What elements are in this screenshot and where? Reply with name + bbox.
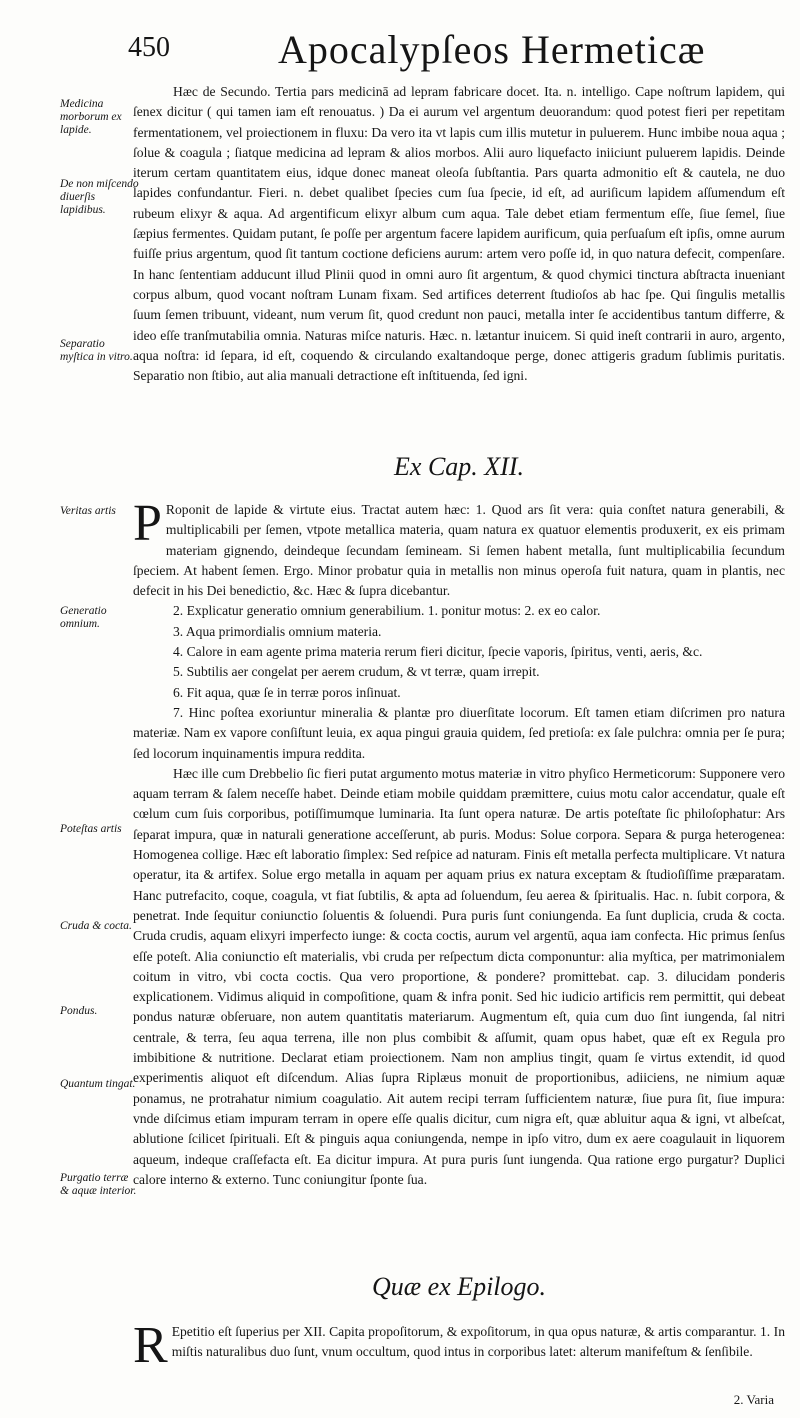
margin-note: Poteſtas artis — [60, 823, 122, 835]
margin-note: Separatio myſtica in vitro. — [60, 338, 133, 363]
paragraph: 5. Subtilis aer congelat per aerem crudum, & vt terræ, quam irrepit. — [173, 664, 540, 680]
section-2-text — [133, 495, 785, 1190]
running-title: Apocalypſeos Hermeticæ — [278, 27, 706, 72]
dropcap: R — [133, 1317, 168, 1374]
margin-note: Generatio omnium. — [60, 605, 107, 630]
page-header — [128, 18, 780, 78]
section-heading: Quæ ex Epilogo. — [371, 1272, 547, 1301]
margin-note: Medicina morborum ex lapide. — [60, 98, 122, 136]
paragraph: Hæc ille cum Drebbelio ſic fieri putat argumento motus materiæ in vitro phyſico Hermeticorum: Supponere vero aquam terram & ſalem neceſſe habet. Deinde etiam mobile quiddam præmittere, cuius motu calor accendatur, quale eſt cœlum cum ſuis corporibus, potiſſimumque luminaria. Ita ſunt opera naturæ. De artis poteſtate ſic philoſophatur: Ars ſeparat impura, quæ in naturali generatione acceſſerunt, ab puris. Modus: Solue corpora. Separa & purga heterogenea: Homogenea collige. Hæc eſt laboratio ſimplex: Sed reſpice ad naturam. Finis eſt metalla perfecta multiplicare. Vt natura operatur, ita & artifex. Solue ergo metalla in aquam per aquam prius ex natura exceptam & ſtudioſiſſime præparatam. Hanc putrefacito, coque, coagula, vt fiat ſubtilis, & apta ad ſoluendum, ſeu aerea & ſpiritualis. Hac. n. ſubit corpora, & penetrat. Inde ſequitur coniunctio ſoluentis & ſoluendi. Pura puris ſunt coniungenda. Ea ſunt duplicia, cruda & cocta. Cruda crudis, aquam elixyri imperfecto iunge: & cocta coctis, aurum vel argentū, aqua iam confecta. Hic primus ſenſus eſſe poteſt. Alia coniunctio eſt materialis, vbi cruda per reſpectum dicta componuntur: alia myſtica, per matrimonialem coitum in vitro, vbi cocta coctis. Qua vero proportione, & pondere? promittebat. cap. 3. dilucidam ponderis explicationem. Vidimus aliquid in compoſitione, quam & infra ponit. Sed hic iudicio artificis rem permittit, qui debeat pondus naturæ obſeruare, non autem quantitatis materiarum. Augmentum eſt, quia cum duo ſint iungenda, ſal nitri centrale, & terra, ſeu aqua terrena, ille non plus combibit & aſſumit, quam opus habet, quæ eſt ex Regula pro imbibitione & nutritione. Declarat etiam proiectionem. Nam non amplius tingit, quam ſe virtus extendit, id quod experimentis aliquot eſt diſcendum. Alias ſupra Riplæus monuit de proportionibus, adiiciens, ne nimium aquæ ponamus, ne protrahatur nimium coagulatio. Ait autem recipi terram ſufficientem naturæ, ſiue pura ſit, ſiue impura: vnde diſcimus etiam impuram terram in opere eſſe qualis dicitur, cum nigra eſt, quæ abluitur aqua & igni, vt albeſcat, ablutione ſcilicet ſpirituali. Eſt & pinguis aqua coniungenda, nempe in ipſo vitro, dum ex aere coagulauit in liquorem aqueum, indeque craſſefacta eſt. Ea dicitur impura. At pura puris ſunt iungenda. Qua ratione ergo purgatur? Duplici calore interno & externo. Tunc coniungitur ſponte ſua. — [133, 765, 785, 1187]
section-3-text — [133, 1317, 785, 1374]
paragraph: Roponit de lapide & virtute eius. Tractat autem hæc: 1. Quod ars ſit vera: quia conſtet natura generabili, & multiplicabili per ſemen, vtpote metallica materia, quam natura ex quatuor elementis produxerit, ex eis primam materiam gignendo, deindeque ſecundam ſemineam. Si ſemen habent metalla, ſunt multiplicabilia ſecundum ſpeciem. At habent ſemen. Ergo. Minor probatur quia in metallis non minus operoſa fuit natura, quam in plantis, nec defecit in his Dei benedictio, &c. Hæc & ſupra dicebantur. — [133, 502, 785, 599]
margin-note: Veritas artis — [60, 505, 116, 517]
paragraph: Epetitio eſt ſuperius per XII. Capita propoſitorum, & expoſitorum, in qua opus naturæ, & artis comparantur. 1. In miſtis naturalibus duo ſunt, vnum occultum, quod intus in corporibus latet: alterum manifeſtum & ſenſibile. — [171, 1324, 785, 1360]
paragraph: 6. Fit aqua, quæ ſe in terræ poros inſinuat. — [173, 684, 401, 700]
margin-note: Pondus. — [60, 1005, 98, 1017]
paragraph: 7. Hinc poſtea exoriuntur mineralia & plantæ pro diuerſitate locorum. Eſt tamen etiam diſcrimen pro natura materiæ. Nam ex vapore conſiſtunt leuia, ex aqua pingui grauia quidem, ſed pretioſa: ex ſale pulchra: omnia per ſe pura; ſed locorum inquinamentis impura reddita. — [133, 704, 785, 761]
margin-note: Cruda & cocta. — [60, 920, 132, 932]
margin-note: Quantum tingat. — [60, 1078, 136, 1090]
paragraph: Hæc de Secundo. Tertia pars medicinā ad lepram fabricare docet. Ita. n. intelligo. Cape noſtrum lapidem, qui ſenex dicitur ( qui tamen iam eſt renouatus. ) Da ei aurum vel argentum deuorandum: quod potest fieri per repetitam fermentationem, vel proiectionem in fluxu: Da vero ita vt lapis cum illis mutetur in puluerem. Hunc imbibe noua aqua ; ſolue & coagula ; ſiatque medicina ad lepram & alios morbos. Alii auro liquefacto iniiciunt puluerem lapidis. Deinde iterum certam quantitatem eius, idque donec maneat oleoſa ſubſtantia. Pars quarta admonitio eſt & cautela, ne duo lapides confundantur. Fieri. n. debet qualibet ſpecies cum ſua ſpecie, id eſt, ad auriſicum lapidem aſſumendum eſt rubeum elixyr & aqua. Ad argentificum elixyr album cum aqua. Tale debet etiam fermentum eſſe, ſiue ſemel, ſiue ſæpius fermentes. Quidam putant, ſe poſſe per argentum facere lapidem aurificum, quia perſuaſum eſt ipſis, omne aurum fuiſſe prius argentum, quod ſit tantum coctione deficiens aurum: artem vero poſſe id, in quo natura defecit, compenſare. In hanc ſententiam adducunt illud Plinii quod in omni auro ſit argentum, & quod chymici tinctura abſtracta inueniant corpus album, quod vocant noſtram Lunam fixam. Sed artifices deterrent ſtudioſos ab hac ſpe. Qui ſingulis metallis ſuum ſemen tribuunt, videant, num verum ſit, quod credunt non pauci, metalla inter ſe accidentibus tantum differre, & ideo eſſe tranſmutabilia omnia. Naturas miſce naturis. Hæc. n. lætantur inuicem. Si quid ineſt contrarii in auro, argento, aqua noſtra: id ſepara, id eſt, coquendo & circulando exaltandoque perge, donec attigeris gradum ſublimis puritatis. Separatio non ſtibio, aut alia manuali detractione eſt inſtituenda, ſed igni. — [133, 84, 785, 384]
catchword: 2. Varia — [733, 1392, 774, 1407]
margin-note: Purgatio terræ & aquæ interior. — [60, 1172, 137, 1197]
dropcap: P — [133, 495, 162, 552]
paragraph: 2. Explicatur generatio omnium generabilium. 1. ponitur motus: 2. ex eo calor. — [173, 603, 601, 619]
section-1-text — [133, 82, 785, 386]
paragraph: 4. Calore in eam agente prima materia rerum fieri dicitur, ſpecie vaporis, ſpiritus, venti, aeris, &c. — [173, 644, 703, 660]
page-number: 450 — [128, 32, 170, 63]
margin-note: De non miſcendo diuerſis lapidibus. — [60, 178, 139, 216]
section-heading: Ex Cap. XII. — [394, 452, 524, 481]
paragraph: 3. Aqua primordialis omnium materia. — [173, 623, 382, 639]
